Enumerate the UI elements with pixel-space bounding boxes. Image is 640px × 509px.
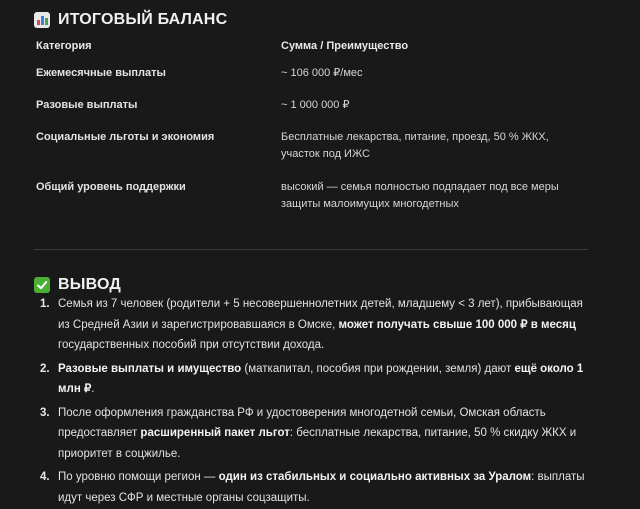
list-item-number: 1.	[40, 298, 50, 310]
column-header-amount: Сумма / Преимущество	[281, 40, 409, 52]
list-item-emphasis: Разовые выплаты и имущество	[58, 362, 242, 375]
table-row	[34, 179, 590, 221]
table-row	[34, 97, 590, 129]
list-item-text: государственных пособий при отсутствии дохода.	[58, 339, 325, 351]
list-item	[34, 294, 586, 356]
conclusion-list	[34, 294, 586, 509]
list-item-text: : бесплатные лекарства, питание, 50 % скидку ЖКХ и приоритет в соцжилье.	[58, 427, 577, 460]
response-content	[0, 2, 640, 509]
balance-table	[34, 38, 590, 221]
conclusion-title: ВЫВОД	[58, 276, 122, 293]
row-category: Общий уровень поддержки	[36, 181, 186, 193]
row-value: ~ 106 000 ₽/мес	[281, 67, 363, 79]
table-header-row	[34, 38, 590, 65]
row-category: Ежемесячные выплаты	[36, 67, 166, 79]
table-row	[34, 65, 590, 97]
list-item-number: 2.	[40, 362, 50, 375]
balance-heading	[34, 2, 590, 38]
list-item-number: 3.	[40, 406, 50, 419]
list-item	[34, 403, 586, 465]
section-divider	[34, 249, 588, 250]
row-value: Бесплатные лекарства, питание, проезд, 50 % ЖКХ, участок под ИЖС	[281, 131, 549, 160]
table-row	[34, 129, 590, 179]
bar-chart-icon	[34, 12, 50, 28]
list-item-text: (маткапитал, пособия при рождении, земля) дают	[241, 362, 515, 375]
list-item-emphasis: может получать свыше 100 000 ₽ в месяц	[338, 318, 576, 331]
row-category: Разовые выплаты	[36, 99, 138, 111]
list-item-text: : выплаты идут через СФР и местные органы соцзащиты.	[58, 471, 585, 504]
list-item	[34, 359, 586, 400]
list-item-emphasis: расширенный пакет льгот	[140, 427, 290, 439]
list-item-number: 4.	[40, 471, 50, 483]
row-category: Социальные льготы и экономия	[36, 131, 215, 143]
row-value: высокий — семья полностью подпадает под все меры защиты малоимущих многодетных	[281, 181, 559, 210]
list-item-text: По уровню помощи регион —	[58, 471, 219, 483]
list-item-text: Семья из 7 человек (родители + 5 несовершеннолетних детей, младшему < 3 лет), прибывающая из Средней Азии и зарегистрировавшаяся в Омске,	[58, 298, 583, 331]
column-header-category: Категория	[36, 40, 92, 52]
list-item-emphasis: ещё около 1 млн ₽	[58, 362, 584, 395]
list-item-text: После оформления гражданства РФ и удостоверения многодетной семьи, Омская область предоставляет	[58, 406, 546, 439]
list-item	[34, 467, 586, 508]
list-item-text: .	[91, 383, 95, 395]
check-mark-icon	[34, 277, 50, 293]
balance-title: ИТОГОВЫЙ БАЛАНС	[58, 11, 228, 28]
row-value: ~ 1 000 000 ₽	[281, 99, 350, 111]
list-item-emphasis: один из стабильных и социально активных за Уралом	[218, 471, 532, 483]
